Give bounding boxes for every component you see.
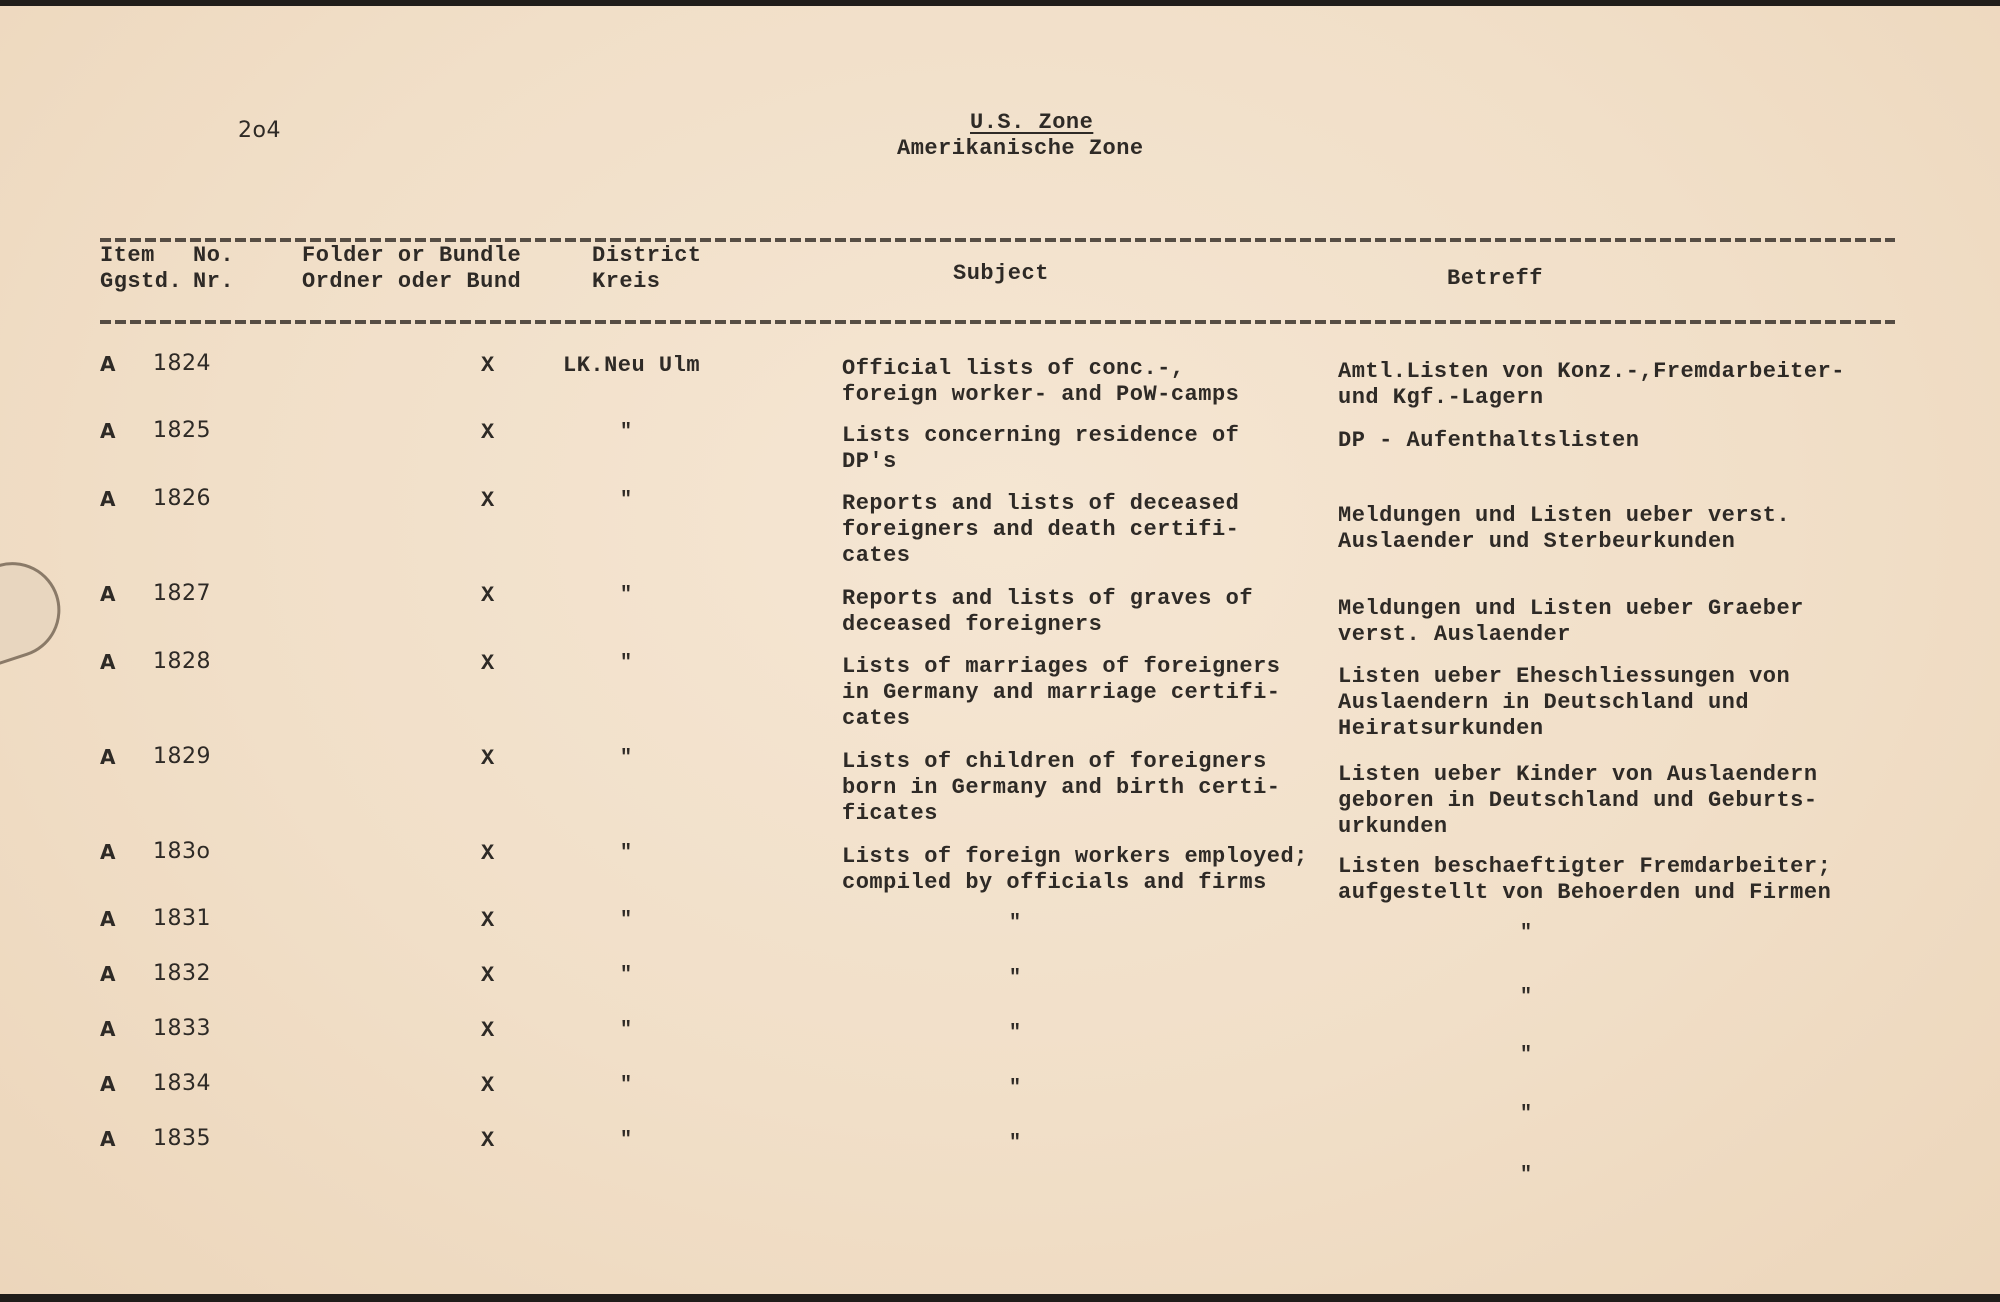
betreff-line: urkunden bbox=[1338, 814, 1448, 839]
betreff-ditto: " bbox=[1520, 1044, 1533, 1067]
subject-line: deceased foreigners bbox=[842, 612, 1103, 637]
item-code: A bbox=[100, 745, 116, 769]
district-ditto: " bbox=[620, 909, 633, 932]
betreff-ditto: " bbox=[1520, 1103, 1533, 1126]
betreff-line: aufgestellt von Behoerden und Firmen bbox=[1338, 880, 1832, 905]
subject-line: cates bbox=[842, 706, 911, 731]
subject-line: in Germany and marriage certifi- bbox=[842, 680, 1281, 705]
betreff-line: und Kgf.-Lagern bbox=[1338, 385, 1544, 410]
document-page bbox=[0, 6, 2000, 1294]
subject-line: DP's bbox=[842, 449, 897, 474]
folder-mark: X bbox=[481, 488, 495, 513]
col-header-subject: Subject bbox=[953, 261, 1049, 286]
item-code: A bbox=[100, 419, 116, 443]
item-code: A bbox=[100, 352, 116, 376]
folder-mark: X bbox=[481, 841, 495, 866]
betreff-line: DP - Aufenthaltslisten bbox=[1338, 428, 1640, 453]
district-ditto: " bbox=[620, 652, 633, 675]
folder-mark: X bbox=[481, 963, 495, 988]
betreff-line: Listen ueber Kinder von Auslaendern bbox=[1338, 762, 1818, 787]
district-ditto: " bbox=[620, 489, 633, 512]
betreff-ditto: " bbox=[1520, 986, 1533, 1009]
betreff-line: Listen ueber Eheschliessungen von bbox=[1338, 664, 1791, 689]
col-header-no-en: No. bbox=[193, 243, 235, 268]
col-header-item-de: Ggstd. bbox=[100, 269, 183, 294]
subject-line: foreign worker- and PoW-camps bbox=[842, 382, 1240, 407]
item-code: A bbox=[100, 962, 116, 986]
item-number: 1825 bbox=[153, 418, 211, 443]
col-header-district-de: Kreis bbox=[592, 269, 661, 294]
item-number: 1826 bbox=[153, 486, 211, 511]
subject-line: born in Germany and birth certi- bbox=[842, 775, 1281, 800]
col-header-no-de: Nr. bbox=[193, 269, 235, 294]
district-ditto: " bbox=[620, 1129, 633, 1152]
item-code: A bbox=[100, 907, 116, 931]
subject-line: Lists of marriages of foreigners bbox=[842, 654, 1281, 679]
folder-mark: X bbox=[481, 1128, 495, 1153]
item-code: A bbox=[100, 840, 116, 864]
district-ditto: " bbox=[620, 747, 633, 770]
page-number: 2o4 bbox=[238, 118, 281, 143]
header-rule-top bbox=[100, 238, 1895, 242]
district-ditto: " bbox=[620, 584, 633, 607]
district-ditto: " bbox=[620, 1074, 633, 1097]
subject-line: Lists of children of foreigners bbox=[842, 749, 1267, 774]
folder-mark: X bbox=[481, 746, 495, 771]
subject-line: cates bbox=[842, 543, 911, 568]
item-number: 1824 bbox=[153, 351, 211, 376]
item-code: A bbox=[100, 1127, 116, 1151]
folder-mark: X bbox=[481, 908, 495, 933]
col-header-folder-de: Ordner oder Bund bbox=[302, 269, 522, 294]
folder-mark: X bbox=[481, 1018, 495, 1043]
folder-mark: X bbox=[481, 583, 495, 608]
item-number: 1832 bbox=[153, 961, 211, 986]
col-header-folder-en: Folder or Bundle bbox=[302, 243, 522, 268]
col-header-betreff: Betreff bbox=[1447, 266, 1543, 291]
betreff-line: Meldungen und Listen ueber verst. bbox=[1338, 503, 1791, 528]
betreff-line: verst. Auslaender bbox=[1338, 622, 1571, 647]
subject-line: Official lists of conc.-, bbox=[842, 356, 1185, 381]
subject-ditto: " bbox=[1009, 1077, 1022, 1100]
header-rule-bottom bbox=[100, 320, 1895, 324]
betreff-line: Meldungen und Listen ueber Graeber bbox=[1338, 596, 1804, 621]
folder-mark: X bbox=[481, 353, 495, 378]
betreff-line: Amtl.Listen von Konz.-,Fremdarbeiter- bbox=[1338, 359, 1845, 384]
item-code: A bbox=[100, 1017, 116, 1041]
subject-line: Reports and lists of graves of bbox=[842, 586, 1254, 611]
item-code: A bbox=[100, 1072, 116, 1096]
item-number: 1834 bbox=[153, 1071, 211, 1096]
col-header-item-en: Item bbox=[100, 243, 155, 268]
subject-line: Lists of foreign workers employed; bbox=[842, 844, 1308, 869]
district-ditto: " bbox=[620, 964, 633, 987]
betreff-line: Listen beschaeftigter Fremdarbeiter; bbox=[1338, 854, 1832, 879]
folder-mark: X bbox=[481, 651, 495, 676]
district-ditto: " bbox=[620, 1019, 633, 1042]
subject-ditto: " bbox=[1009, 1022, 1022, 1045]
district-name: LK.Neu Ulm bbox=[563, 353, 701, 378]
item-number: 1835 bbox=[153, 1126, 211, 1151]
betreff-ditto: " bbox=[1520, 922, 1533, 945]
subject-line: ficates bbox=[842, 801, 938, 826]
folder-mark: X bbox=[481, 1073, 495, 1098]
item-number: 1831 bbox=[153, 906, 211, 931]
item-number: 1829 bbox=[153, 744, 211, 769]
district-ditto: " bbox=[620, 421, 633, 444]
folder-mark: X bbox=[481, 420, 495, 445]
betreff-line: Auslaender und Sterbeurkunden bbox=[1338, 529, 1736, 554]
item-number: 1828 bbox=[153, 649, 211, 674]
col-header-district-en: District bbox=[592, 243, 702, 268]
subject-line: Lists concerning residence of bbox=[842, 423, 1240, 448]
item-number: 183o bbox=[153, 839, 211, 864]
district-ditto: " bbox=[620, 842, 633, 865]
betreff-line: Heiratsurkunden bbox=[1338, 716, 1544, 741]
subject-line: compiled by officials and firms bbox=[842, 870, 1267, 895]
betreff-line: Auslaendern in Deutschland und bbox=[1338, 690, 1750, 715]
item-code: A bbox=[100, 650, 116, 674]
item-number: 1833 bbox=[153, 1016, 211, 1041]
page-subtitle: Amerikanische Zone bbox=[897, 136, 1144, 161]
folder-tab-decoration bbox=[0, 550, 73, 679]
item-code: A bbox=[100, 487, 116, 511]
item-number: 1827 bbox=[153, 581, 211, 606]
subject-ditto: " bbox=[1009, 967, 1022, 990]
item-code: A bbox=[100, 582, 116, 606]
betreff-ditto: " bbox=[1520, 1164, 1533, 1187]
subject-line: Reports and lists of deceased bbox=[842, 491, 1240, 516]
page-title: U.S. Zone bbox=[970, 110, 1094, 135]
subject-ditto: " bbox=[1009, 912, 1022, 935]
subject-line: foreigners and death certifi- bbox=[842, 517, 1240, 542]
subject-ditto: " bbox=[1009, 1132, 1022, 1155]
betreff-line: geboren in Deutschland und Geburts- bbox=[1338, 788, 1818, 813]
